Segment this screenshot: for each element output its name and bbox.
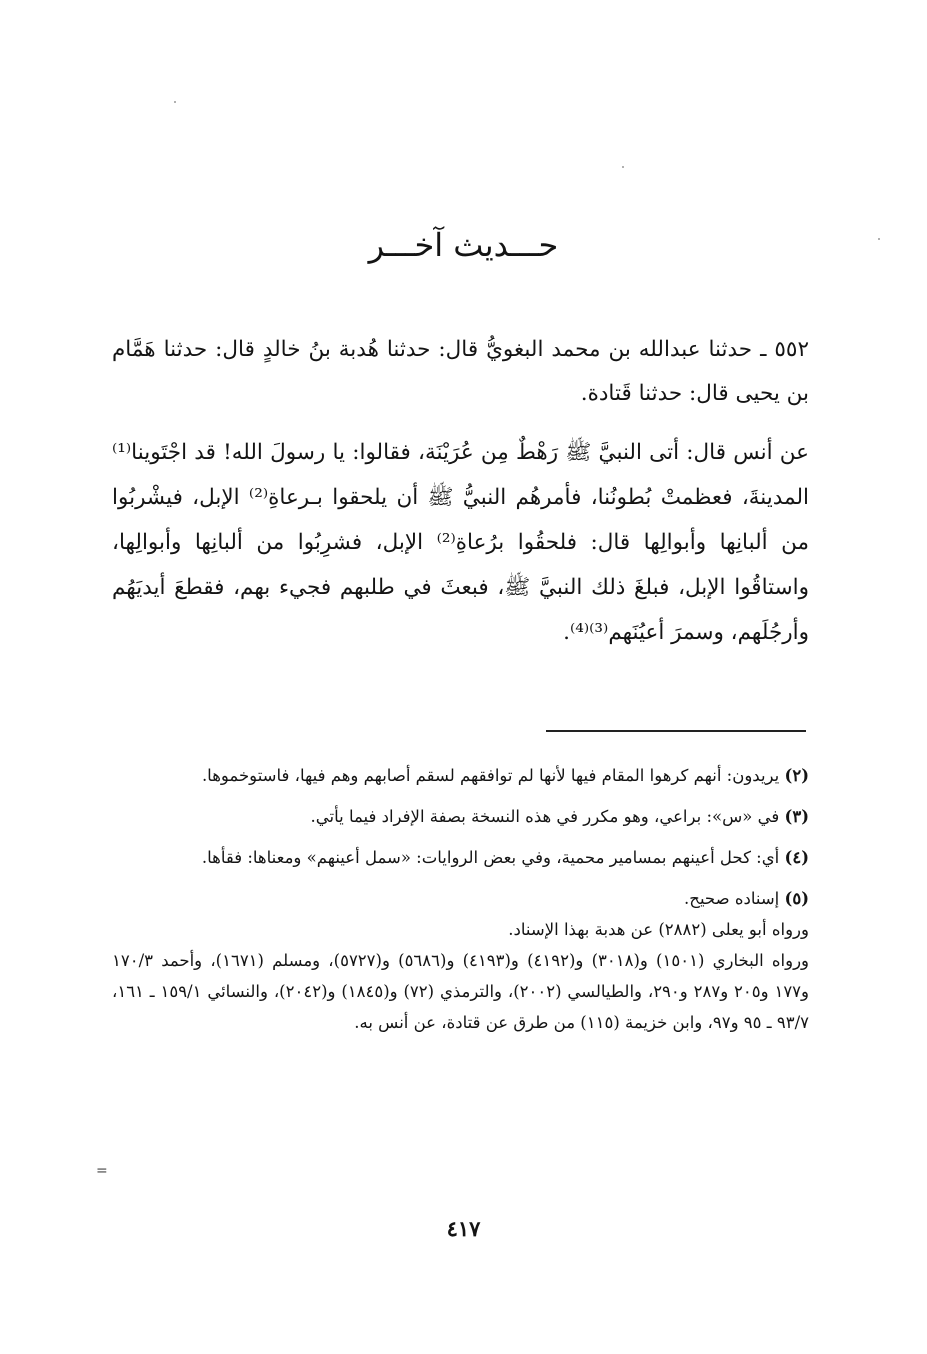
footnote-text: إسناده صحيح. — [684, 889, 780, 908]
footnote-text: في «س»: براعي، وهو مكرر في هذه النسخة بصفة الإفراد فيما يأتي. — [310, 807, 780, 826]
footnote-text: يريدون: أنهم كرهوا المقام فيها لأنها لم توافقهم لسقم أصابهم وهم فيها، فاستوخموها. — [201, 766, 780, 785]
footnote-number: (٥) — [784, 889, 809, 908]
footnote-4 — [112, 842, 809, 873]
footnotes — [112, 760, 809, 1048]
footnote-separator — [546, 730, 806, 732]
footnote-text: أي: كحل أعينهم بمسامير محمية، وفي بعض الروايات: «سمل أعينهم» ومعناها: فقأها. — [201, 848, 780, 867]
footnote-text: ورواه أبو يعلى (٢٨٨٢) عن هدبة بهذا الإسناد. — [508, 920, 809, 939]
page-number: ٤١٧ — [446, 1216, 481, 1241]
hadith-text: عن أنس قال: أتى النبيَّ ﷺ رَهْطٌ مِن عُرَيْنَة، فقالوا: يا رسولَ الله! قد اجْتَوينا⁽¹⁾ المدينةَ، فعظمتْ بُطونُنا، فأمرهُم النبيُّ ﷺ أن يلحقوا بـرعاةِ⁽²⁾ الإبل، فيشْربُوا من ألبانِها وأبوالِها قال: فلحقُوا برُعاةِ⁽²⁾ الإبل، فشرِبُوا من ألبانِها وأبوالِها، واستاقُوا الإبل، فبلغَ ذلك النبيَّ ﷺ، فبعثَ في طلبهم فجيء بهم، فقطعَ أيديَهُم وأرجُلَهم، وسمرَ أعيُنَهم⁽³⁾⁽⁴⁾. — [112, 440, 810, 645]
margin-mark: = — [96, 1163, 108, 1179]
footnote-number: (٤) — [784, 848, 809, 867]
section-heading: حـــديث آخـــر — [368, 226, 559, 264]
scan-speck — [174, 101, 176, 103]
footnote-number: (٢) — [784, 766, 809, 785]
scan-speck — [622, 166, 624, 168]
footnote-5 — [112, 883, 809, 1038]
footnote-number: (٣) — [784, 807, 809, 826]
hadith-chain: ٥٥٢ ـ حدثنا عبدالله بن محمد البغويُّ قال: حدثنا هُدبة بنُ خالدٍ قال: حدثنا هَمَّام بن يحيى قال: حدثنا قَتادة. — [112, 337, 809, 406]
footnote-2 — [112, 760, 809, 791]
footnote-text: ورواه البخاري (١٥٠١) و(٣٠١٨) و(٤١٩٢) و(٤١٩٣) و(٥٦٨٦) و(٥٧٢٧)، ومسلم (١٦٧١)، وأحمد ١٧٠/٣ و١٧٧ و٢٠٥ و٢٨٧ و٢٩٠، والطيالسي (٢٠٠٢)، والترمذي (٧٢) و(١٨٤٥) و(٢٠٤٢)، والنسائي ١٥٩/١ ـ ١٦١، ٩٣/٧ ـ ٩٥ و٩٧، وابن خزيمة (١١٥) من طرق عن قتادة، عن أنس به. — [112, 951, 810, 1032]
footnote-3 — [112, 801, 809, 832]
